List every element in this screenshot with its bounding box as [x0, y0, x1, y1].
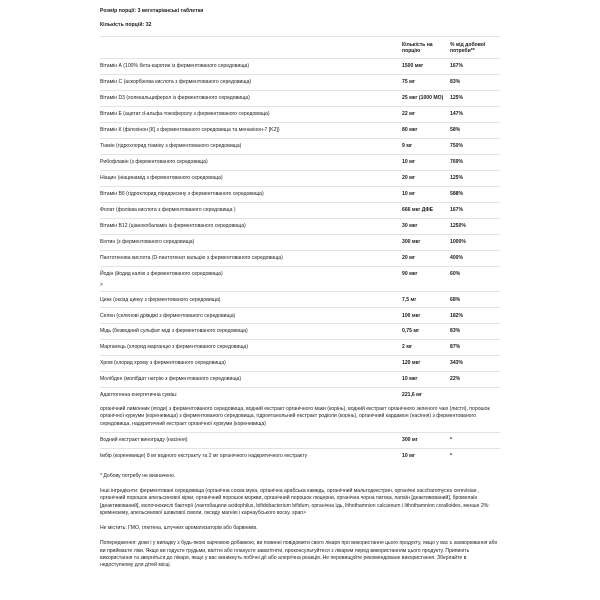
table-row: [100, 324, 500, 340]
nutrient-name: Імбір (кореневище) 8 мг водного екстракту та 2 мг органічного надкритичного екстракту: [100, 448, 402, 463]
stray-markup-artifact: >: [100, 281, 103, 288]
blend-description: органічний лимонник (ягоди) з ферментованого середовища, водний екстракт органічного маки (корінь), водний екстракт органічного зеленого чаю (листя), порошок органічної куркуми (кореневища) з ферментованого середовища, гідроетанольний екстракт родіоли (корінь), органічний кардамон (насіння) з ферментованого середовища, надкритичний екстракт органічної куркуми (кореневища): [100, 406, 490, 427]
nutrient-amount: 22 мг: [402, 106, 450, 122]
nutrient-daily-value: 343%: [450, 356, 500, 372]
nutrient-daily-value: [450, 388, 500, 403]
table-row: [100, 340, 500, 356]
nutrient-name: Ніацин (ніацинамід з ферментованого середовища): [100, 170, 402, 186]
nutrient-amount: 10 мг: [402, 186, 450, 202]
nutrient-daily-value: 83%: [450, 324, 500, 340]
table-row: [100, 356, 500, 372]
free-from-note: Не містить: ГМО, глютена, штучних ароматизаторів або барвників.: [100, 525, 258, 532]
nutrient-name: Пантотенова кислота (D-пантотенат кальцію з ферментованого середовища): [100, 250, 402, 266]
nutrient-name: Біотин (з ферментованого середовища): [100, 234, 402, 250]
nutrient-daily-value: 400%: [450, 250, 500, 266]
nutrient-daily-value: *: [450, 448, 500, 463]
nutrient-amount: 90 мкг: [402, 266, 450, 281]
nutrient-name: Вітамін В6 (гідрохлорид піридоксину з ферментованого середовища): [100, 186, 402, 202]
nutrient-daily-value: 182%: [450, 308, 500, 324]
nutrient-name: Хром (хлорид хрому з ферментованого середовища): [100, 356, 402, 372]
nutrient-name: Вітамін А (100% бета-каротин із ферментованого середовища): [100, 58, 402, 74]
nutrient-name: Вітамін К (філохінон [К] з ферментованого середовища та менахінон-7 [K2]): [100, 122, 402, 138]
nutrient-daily-value: 167%: [450, 202, 500, 218]
nutrient-amount: 10 мг: [402, 154, 450, 170]
servings-per-container-line: Кількість порцій: 32: [100, 21, 152, 28]
table-row: [100, 122, 500, 138]
nutrient-amount: 100 мкг: [402, 308, 450, 324]
nutrient-amount: 25 мкг (1000 МО): [402, 90, 450, 106]
nutrient-daily-value: 125%: [450, 90, 500, 106]
supplement-facts-table: [100, 36, 500, 464]
nutrient-daily-value: 125%: [450, 170, 500, 186]
nutrient-daily-value: 1000%: [450, 234, 500, 250]
nutrient-daily-value: 22%: [450, 372, 500, 388]
table-row: [100, 186, 500, 202]
nutrient-amount: 75 мг: [402, 74, 450, 90]
stray-markup-artifact-row: [100, 282, 500, 292]
column-header-name: [100, 36, 402, 58]
nutrient-name: Цинк (оксид цинку з ферментованого середовища): [100, 292, 402, 308]
nutrient-amount: 300 мг: [402, 432, 450, 448]
nutrient-daily-value: 588%: [450, 186, 500, 202]
nutrient-name: Мідь (безводний сульфат міді з ферментованого середовища): [100, 324, 402, 340]
nutrient-daily-value: 68%: [450, 292, 500, 308]
warning-note: Попередження: доки і у випадку з будь-якою харчовою добавкою, ви повинні повідомити свого лікаря про використання цього продукту, якщо у вас є захворювання або ви приймаєте ліки. Якщо ви годуєте грудьми, вагітні або плануєте завагітніти, проконсультуйтеся з лікарем перед використанням цього продукту. Припиніть використання та зверніться до лікаря, якщо у вас виникнуть побічні дії або алергічна реакція. Не перевищуйте рекомендоване використання. Зберігайте в недоступному для дітей місці.: [100, 540, 498, 569]
blend-description-row: [100, 403, 500, 432]
nutrient-daily-value: 1250%: [450, 218, 500, 234]
nutrient-daily-value: 58%: [450, 122, 500, 138]
nutrient-name: Вітамін С (аскорбінова кислота з ферментованого середовища): [100, 74, 402, 90]
nutrient-name: Адаптогенна енергетична суміш:: [100, 388, 402, 403]
table-row: [100, 218, 500, 234]
nutrient-name: Селен (селенові дріжджі з ферментованого середовища): [100, 308, 402, 324]
table-row: [100, 58, 500, 74]
table-row: [100, 388, 500, 403]
column-header-amount: Кількість на порцію: [402, 36, 450, 58]
table-body: [100, 58, 500, 463]
table-header: [100, 36, 500, 58]
nutrient-name: Вітамін D3 (холекальциферол із ферментованого середовища): [100, 90, 402, 106]
column-header-daily-value: % від добової потреби**: [450, 36, 500, 58]
nutrient-name: Фолат (фолієва кислота з ферментованого середовища ): [100, 202, 402, 218]
nutrient-amount: 221,6 мг: [402, 388, 450, 403]
nutrient-daily-value: 147%: [450, 106, 500, 122]
nutrient-amount: 20 мг: [402, 170, 450, 186]
nutrient-amount: 20 мг: [402, 250, 450, 266]
nutrient-name: Йодін (йодид калію з ферментованого середовища): [100, 266, 402, 281]
table-row: [100, 250, 500, 266]
nutrient-amount: 9 мг: [402, 138, 450, 154]
nutrient-name: Водний екстракт винограду (насіння): [100, 432, 402, 448]
nutrient-amount: 2 мг: [402, 340, 450, 356]
nutrient-name: Молібден (молібдат натрію з ферментованого середовища): [100, 372, 402, 388]
nutrient-daily-value: 60%: [450, 266, 500, 281]
daily-value-footnote: * Добову потребу не визначено.: [100, 472, 176, 479]
nutrient-daily-value: 83%: [450, 74, 500, 90]
table-row: [100, 234, 500, 250]
nutrient-amount: 300 мкг: [402, 234, 450, 250]
table-row: [100, 308, 500, 324]
nutrient-name: Рибофлавін (з ферментованого середовища): [100, 154, 402, 170]
table-row: [100, 74, 500, 90]
table-row: [100, 106, 500, 122]
nutrient-daily-value: 750%: [450, 138, 500, 154]
table-row: [100, 432, 500, 448]
nutrient-name: Вітамін В12 (ціанокобаламін із ферментованого середовища): [100, 218, 402, 234]
table-row: [100, 292, 500, 308]
other-ingredients-note: Інші інгредієнти: ферментовані середовища (органічна соєва мука, органічна арабська камедь, органічний мальтодекстрин, органічні saccharomyces cerevisiae , органічний порошок апельсинової кірки, органічний порошок моркви, органічний порошок люцерни, органічна чорна патока, папаїн [деактивований], бромелаїн [деактивований], молочнокислі бактерії (лактобацили acidophilus, bifidobacterium bifidum, органічна їдь, lithothamnion calcareum і lithothamnion coralloides, менше 2%: кремнезему, апельсинової шовкової смоли, оксиду магнію і карнаубського воску. span>: [100, 488, 490, 516]
nutrient-amount: 10 мг: [402, 448, 450, 463]
table-row: [100, 266, 500, 281]
nutrient-name: Тіамін (гідрохлорид тіаміну з ферментованого середовища): [100, 138, 402, 154]
table-row: [100, 90, 500, 106]
nutrient-daily-value: 167%: [450, 58, 500, 74]
nutrient-amount: 30 мкг: [402, 218, 450, 234]
nutrient-name: Вітамін Е (ацетат d-альфа-токоферолу з ферментованого середовища): [100, 106, 402, 122]
serving-size-line: Розмір порції: 3 вегетаріанські таблетки: [100, 8, 204, 14]
nutrient-amount: 80 мкг: [402, 122, 450, 138]
nutrient-amount: 1500 мкг: [402, 58, 450, 74]
nutrient-daily-value: 769%: [450, 154, 500, 170]
nutrient-amount: 666 мкг ДФЕ: [402, 202, 450, 218]
nutrient-amount: 0,75 мг: [402, 324, 450, 340]
table-row: [100, 138, 500, 154]
table-row: [100, 448, 500, 463]
table-row: [100, 372, 500, 388]
nutrient-amount: 7,5 мг: [402, 292, 450, 308]
nutrient-daily-value: *: [450, 432, 500, 448]
table-row: [100, 202, 500, 218]
table-header-row: [100, 36, 500, 58]
nutrient-daily-value: 87%: [450, 340, 500, 356]
table-row: [100, 154, 500, 170]
nutrient-amount: 120 мкг: [402, 356, 450, 372]
nutrient-amount: 10 мкг: [402, 372, 450, 388]
notes-section: [100, 473, 500, 570]
nutrient-name: Марганець (хлорид марганцю з ферментованого середовища): [100, 340, 402, 356]
table-row: [100, 170, 500, 186]
